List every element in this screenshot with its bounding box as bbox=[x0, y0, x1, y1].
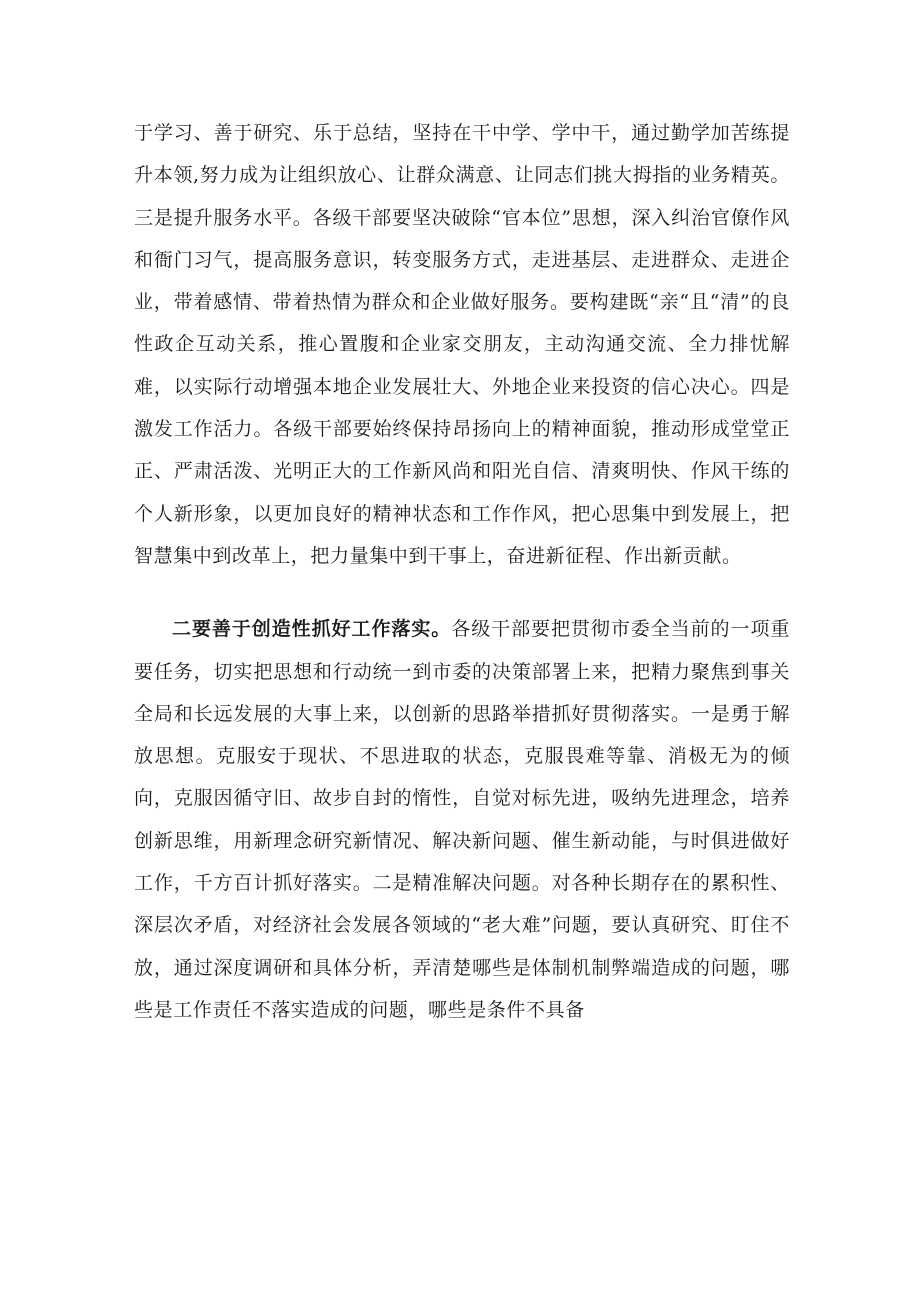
paragraph-1 bbox=[134, 112, 790, 577]
paragraph-2-text: 各级干部要把贯彻市委全当前的一项重要任务，切实把思想和行动统一到市委的决策部署上来，把精力聚焦到事关全局和长远发展的大事上来，以创新的思路举措抓好贯彻落实。一是勇于解放思想。克服安于现状、不思进取的状态，克服畏难等靠、消极无为的倾向，克服因循守旧、故步自封的惰性，自觉对标先进，吸纳先进理念，培养创新思维，用新理念研究新情况、解决新问题、催生新动能，与时俱进做好工作，千方百计抓好落实。二是精准解决问题。对各种长期存在的累积性、深层次矛盾，对经济社会发展各领域的“老大难”问题，要认真研究、盯住不放，通过深度调研和具体分析，弄清楚哪些是体制机制弊端造成的问题，哪些是工作责任不落实造成的问题，哪些是条件不具备 bbox=[134, 618, 790, 1021]
document-body bbox=[134, 112, 790, 1031]
paragraph-1-text: 于学习、善于研究、乐于总结，坚持在干中学、学中干，通过勤学加苦练提升本领,努力成为让组织放心、让群众满意、让同志们挑大拇指的业务精英。三是提升服务水平。各级干部要坚决破除“官本位”思想，深入纠治官僚作风和衙门习气，提高服务意识，转变服务方式，走进基层、走进群众、走进企业，带着感情、带着热情为群众和企业做好服务。要构建既“亲“且“清”的良性政企互动关系，推心置腹和企业家交朋友，主动沟通交流、全力排忧解难，以实际行动增强本地企业发展壮大、外地企业来投资的信心决心。四是激发工作活力。各级干部要始终保持昂扬向上的精神面貌，推动形成堂堂正正、严肃活泼、光明正大的工作新风尚和阳光自信、清爽明快、作风干练的个人新形象，以更加良好的精神状态和工作作风，把心思集中到发展上，把智慧集中到改革上，把力量集中到干事上，奋进新征程、作出新贡献。 bbox=[134, 122, 790, 567]
paragraph-gap bbox=[134, 577, 790, 608]
paragraph-2-lead: 二要善于创造性抓好工作落实。 bbox=[172, 618, 452, 641]
paragraph-2 bbox=[134, 608, 790, 1031]
